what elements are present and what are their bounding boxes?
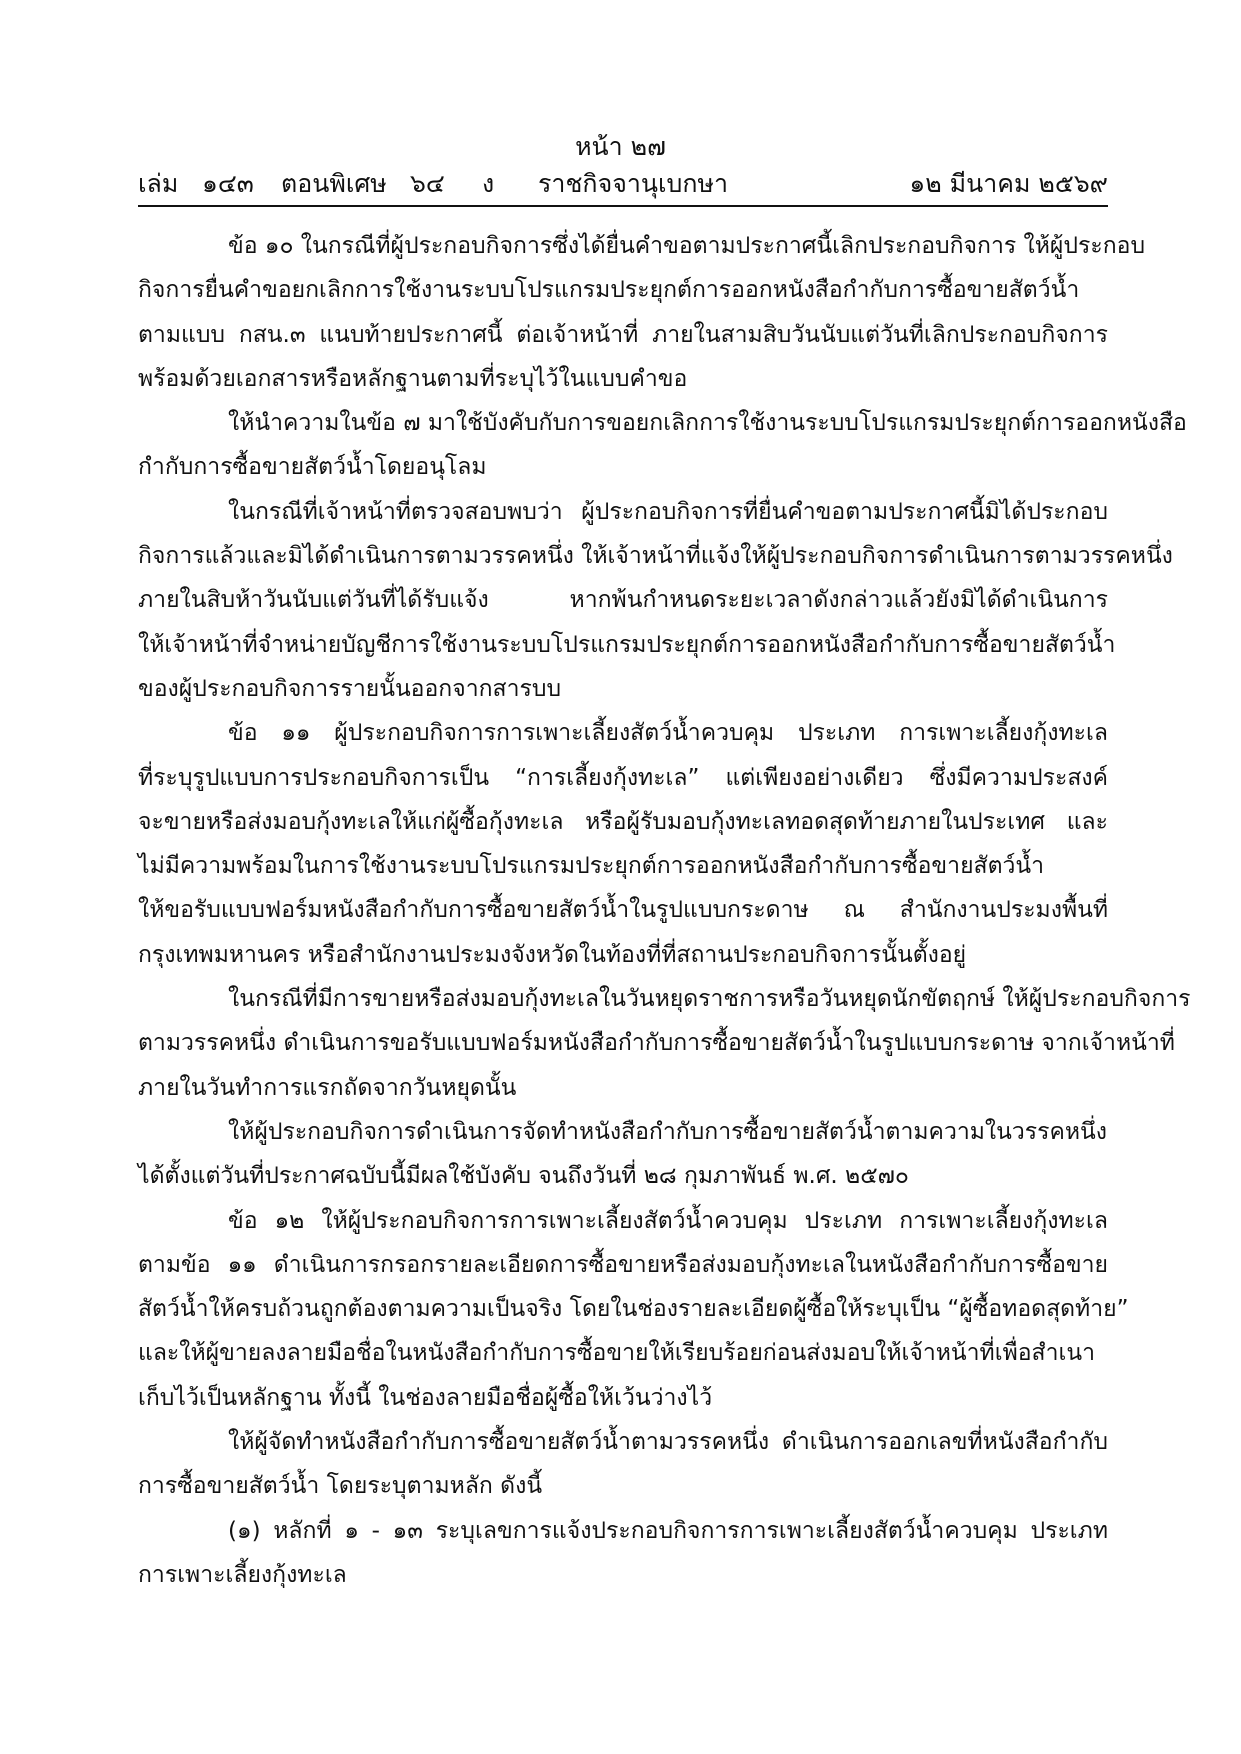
paragraph	[138, 1110, 1108, 1199]
paragraph-line: กรุงเทพมหานคร หรือสำนักงานประมงจังหวัดในท้องที่ที่สถานประกอบกิจการนั้นตั้งอยู่	[138, 941, 967, 968]
paragraph	[138, 977, 1191, 1110]
paragraph-line: ให้เจ้าหน้าที่จำหน่ายบัญชีการใช้งานระบบโปรแกรมประยุกต์การออกหนังสือกำกับการซื้อขายสัตว์น้ำ	[138, 631, 1116, 658]
paragraph-line: กิจการแล้วและมิได้ดำเนินการตามวรรคหนึ่ง ให้เจ้าหน้าที่แจ้งให้ผู้ประกอบกิจการดำเนินการตามวรรคหนึ่ง	[138, 543, 1173, 570]
section-label: ตอนพิเศษ	[281, 169, 387, 198]
paragraph-line: ในกรณีที่มีการขายหรือส่งมอบกุ้งทะเลในวันหยุดราชการหรือวันหยุดนักขัตฤกษ์ ให้ผู้ประกอบกิจการ	[228, 986, 1191, 1013]
paragraph-line: ข้อ ๑๐ ในกรณีที่ผู้ประกอบกิจการซึ่งได้ยื่นคำขอตามประกาศนี้เลิกประกอบกิจการ ให้ผู้ประกอบ	[228, 233, 1146, 259]
page-number: หน้า ๒๗	[575, 132, 666, 161]
gazette-name: ราชกิจจานุเบกษา	[538, 169, 729, 198]
paragraph-line: ให้ผู้จัดทำหนังสือกำกับการซื้อขายสัตว์น้ำตามวรรคหนึ่ง ดำเนินการออกเลขที่หนังสือกำกับ	[228, 1429, 1108, 1456]
paragraph-line: ในกรณีที่เจ้าหน้าที่ตรวจสอบพบว่า ผู้ประกอบกิจการที่ยื่นคำขอตามประกาศนี้มิได้ประกอบ	[228, 498, 1108, 525]
paragraph-line: กำกับการซื้อขายสัตว์น้ำโดยอนุโลม	[138, 454, 487, 481]
paragraph-line: ได้ตั้งแต่วันที่ประกาศฉบับนี้มีผลใช้บังคับ จนถึงวันที่ ๒๘ กุมภาพันธ์ พ.ศ. ๒๕๗๐	[138, 1163, 909, 1190]
paragraph-line: การซื้อขายสัตว์น้ำ โดยระบุตามหลัก ดังนี้	[138, 1473, 543, 1500]
paragraph-line: ตามข้อ ๑๑ ดำเนินการกรอกรายละเอียดการซื้อขายหรือส่งมอบกุ้งทะเลในหนังสือกำกับการซื้อขาย	[138, 1251, 1108, 1278]
publication-date: ๑๒ มีนาคม ๒๕๖๙	[909, 169, 1108, 198]
paragraph-line: จะขายหรือส่งมอบกุ้งทะเลให้แก่ผู้ซื้อกุ้งทะเล หรือผู้รับมอบกุ้งทะเลทอดสุดท้ายภายในประเทศ และ	[138, 808, 1108, 835]
paragraph-line: พร้อมด้วยเอกสารหรือหลักฐานตามที่ระบุไว้ในแบบคำขอ	[138, 365, 688, 392]
paragraph-line: สัตว์น้ำให้ครบถ้วนถูกต้องตามความเป็นจริง โดยในช่องรายละเอียดผู้ซื้อให้ระบุเป็น “ผู้ซื้อทอดสุดท้าย”	[138, 1296, 1129, 1323]
paragraph-line: ไม่มีความพร้อมในการใช้งานระบบโปรแกรมประยุกต์การออกหนังสือกำกับการซื้อขายสัตว์น้ำ	[138, 853, 1045, 880]
paragraph	[138, 1509, 1108, 1598]
paragraph-line: ของผู้ประกอบกิจการรายนั้นออกจากสารบบ	[138, 675, 562, 702]
paragraph	[138, 1199, 1129, 1420]
paragraph-line: ข้อ ๑๒ ให้ผู้ประกอบกิจการการเพาะเลี้ยงสัตว์น้ำควบคุม ประเภท การเพาะเลี้ยงกุ้งทะเล	[228, 1207, 1108, 1234]
paragraph	[138, 1420, 1108, 1509]
paragraph-line: ที่ระบุรูปแบบการประกอบกิจการเป็น “การเลี้ยงกุ้งทะเล” แต่เพียงอย่างเดียว ซึ่งมีความประสงค์	[138, 764, 1108, 791]
paragraph-line: ข้อ ๑๑ ผู้ประกอบกิจการการเพาะเลี้ยงสัตว์น้ำควบคุม ประเภท การเพาะเลี้ยงกุ้งทะเล	[228, 720, 1108, 747]
paragraph-line: การเพาะเลี้ยงกุ้งทะเล	[138, 1561, 347, 1588]
document-body	[138, 224, 1191, 1597]
section-letter: ง	[482, 169, 495, 198]
paragraph-line: ให้ผู้ประกอบกิจการดำเนินการจัดทำหนังสือกำกับการซื้อขายสัตว์น้ำตามความในวรรคหนึ่ง	[228, 1118, 1108, 1145]
paragraph-line: เก็บไว้เป็นหลักฐาน ทั้งนี้ ในช่องลายมือชื่อผู้ซื้อให้เว้นว่างไว้	[138, 1384, 713, 1411]
gazette-header	[138, 167, 1108, 203]
section-number: ๖๔	[410, 169, 445, 198]
paragraph-line: (๑) หลักที่ ๑ - ๑๓ ระบุเลขการแจ้งประกอบกิจการการเพาะเลี้ยงสัตว์น้ำควบคุม ประเภท	[228, 1517, 1108, 1544]
paragraph	[138, 224, 1146, 401]
paragraph-line: ภายในวันทำการแรกถัดจากวันหยุดนั้น	[138, 1074, 517, 1101]
paragraph	[138, 401, 1187, 490]
paragraph	[138, 711, 1108, 977]
paragraph-line: ให้นำความในข้อ ๗ มาใช้บังคับกับการขอยกเลิกการใช้งานระบบโปรแกรมประยุกต์การออกหนังสือ	[228, 410, 1187, 437]
paragraph-line: ภายในสิบห้าวันนับแต่วันที่ได้รับแจ้ง หากพ้นกำหนดระยะเวลาดังกล่าวแล้วยังมิได้ดำเนินการ	[138, 587, 1108, 614]
paragraph-line: ตามวรรคหนึ่ง ดำเนินการขอรับแบบฟอร์มหนังสือกำกับการซื้อขายสัตว์น้ำในรูปแบบกระดาษ จากเจ้าหน้าที่	[138, 1030, 1175, 1057]
paragraph-line: และให้ผู้ขายลงลายมือชื่อในหนังสือกำกับการซื้อขายให้เรียบร้อยก่อนส่งมอบให้เจ้าหน้าที่เพื่อสำเนา	[138, 1340, 1096, 1367]
paragraph	[138, 490, 1173, 711]
paragraph-line: ให้ขอรับแบบฟอร์มหนังสือกำกับการซื้อขายสัตว์น้ำในรูปแบบกระดาษ ณ สำนักงานประมงพื้นที่	[138, 897, 1108, 924]
paragraph-line: ตามแบบ กสน.๓ แนบท้ายประกาศนี้ ต่อเจ้าหน้าที่ ภายในสามสิบวันนับแต่วันที่เลิกประกอบกิจการ	[138, 321, 1108, 348]
header-divider	[138, 205, 1108, 207]
volume-label: เล่ม	[138, 169, 179, 198]
paragraph-line: กิจการยื่นคำขอยกเลิกการใช้งานระบบโปรแกรมประยุกต์การออกหนังสือกำกับการซื้อขายสัตว์น้ำ	[138, 277, 1080, 304]
volume-number: ๑๔๓	[202, 169, 254, 198]
